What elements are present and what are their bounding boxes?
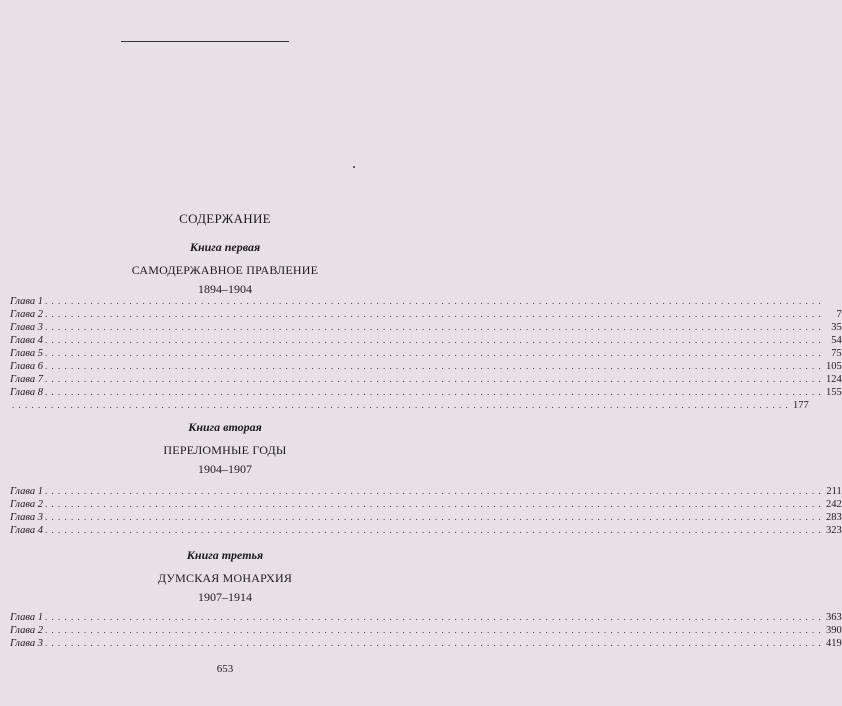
chapter-label: Глава 3 [10, 322, 43, 333]
chapter-label: Глава 1 [10, 486, 43, 497]
toc-entry [10, 624, 842, 637]
chapter-label: Глава 1 [10, 296, 43, 307]
book-years: 1904–1907 [198, 462, 252, 476]
dot-leader: . . . . . . . . . . . . . . . . . . . . . . . . . . . . . . . . . . . . . . . . . . . . . . . . . . . . . . . . . . . . . . . . . . . . . . . . . . . . . . . . . . . . . . . . . . . . . . . . . . . . . . . . . . . . . . . . . . . . . . . . [12, 400, 789, 410]
page-ref: 75 [831, 348, 842, 359]
toc-entry [10, 295, 822, 308]
top-rule [121, 41, 289, 42]
chapter-label: Глава 2 [10, 499, 43, 510]
book-2-chapters [10, 485, 842, 537]
toc-entry [10, 498, 842, 511]
page-ref: 105 [825, 361, 842, 372]
page-ref: 177 [793, 400, 809, 411]
toc-entry [10, 334, 842, 347]
chapter-label: Глава 5 [10, 348, 43, 359]
book-1-chapters [10, 295, 842, 412]
page-ref: 124 [825, 374, 842, 385]
toc-entry [10, 511, 842, 524]
toc-entry [10, 611, 842, 624]
page-ref: 323 [825, 525, 842, 536]
dot-leader: . . . . . . . . . . . . . . . . . . . . . . . . . . . . . . . . . . . . . . . . . . . . . . . . . . . . . . . . . . . . . . . . . . . . . . . . . . . . . . . . . . . . . . . . . . . . . . . . . . . . . . . . . . . . . . . . . . . . . . . . [44, 638, 822, 648]
page-ref: 283 [825, 512, 842, 523]
toc-entry [10, 399, 809, 412]
book-3-header [0, 548, 450, 605]
dot-leader: . . . . . . . . . . . . . . . . . . . . . . . . . . . . . . . . . . . . . . . . . . . . . . . . . . . . . . . . . . . . . . . . . . . . . . . . . . . . . . . . . . . . . . . . . . . . . . . . . . . . . . . . . . . . . . . . . . . . . . . . [44, 486, 822, 496]
dot-leader: . . . . . . . . . . . . . . . . . . . . . . . . . . . . . . . . . . . . . . . . . . . . . . . . . . . . . . . . . . . . . . . . . . . . . . . . . . . . . . . . . . . . . . . . . . . . . . . . . . . . . . . . . . . . . . . . . . . . . . . . [44, 374, 822, 384]
toc-entry [10, 373, 842, 386]
book-label: Книга третья [186, 548, 264, 562]
chapter-label: Глава 8 [10, 387, 43, 398]
chapter-label: Глава 2 [10, 625, 43, 636]
chapter-label: Глава 1 [10, 612, 43, 623]
chapter-label: Глава 3 [10, 512, 43, 523]
toc-entry [10, 485, 842, 498]
toc-entry [10, 360, 842, 373]
dot-leader: . . . . . . . . . . . . . . . . . . . . . . . . . . . . . . . . . . . . . . . . . . . . . . . . . . . . . . . . . . . . . . . . . . . . . . . . . . . . . . . . . . . . . . . . . . . . . . . . . . . . . . . . . . . . . . . . . . . . . . . . [44, 387, 822, 397]
chapter-label: Глава 4 [10, 335, 43, 346]
page-ref: 7 [836, 309, 842, 320]
book-3-chapters [10, 611, 842, 650]
chapter-label: Глава 2 [10, 309, 43, 320]
dot-leader: . . . . . . . . . . . . . . . . . . . . . . . . . . . . . . . . . . . . . . . . . . . . . . . . . . . . . . . . . . . . . . . . . . . . . . . . . . . . . . . . . . . . . . . . . . . . . . . . . . . . . . . . . . . . . . . . . . . . . . . . [44, 309, 822, 319]
book-title: САМОДЕРЖАВНОЕ ПРАВЛЕНИЕ [131, 263, 319, 277]
page-number: 653 [216, 663, 234, 675]
toc-entry [10, 321, 842, 334]
toc-entry [10, 386, 842, 399]
toc-entry [10, 524, 842, 537]
dot-leader: . . . . . . . . . . . . . . . . . . . . . . . . . . . . . . . . . . . . . . . . . . . . . . . . . . . . . . . . . . . . . . . . . . . . . . . . . . . . . . . . . . . . . . . . . . . . . . . . . . . . . . . . . . . . . . . . . . . . . . . . [44, 525, 822, 535]
page-ref: 211 [826, 486, 842, 497]
book-years: 1894–1904 [198, 282, 252, 296]
chapter-label: Глава 6 [10, 361, 43, 372]
book-label: Книга первая [189, 240, 261, 254]
book-2-header [0, 420, 450, 477]
page-ref: 155 [825, 387, 842, 398]
dot-leader: . . . . . . . . . . . . . . . . . . . . . . . . . . . . . . . . . . . . . . . . . . . . . . . . . . . . . . . . . . . . . . . . . . . . . . . . . . . . . . . . . . . . . . . . . . . . . . . . . . . . . . . . . . . . . . . . . . . . . . . . [44, 335, 822, 345]
page-ref: 390 [825, 625, 842, 636]
chapter-label: Глава 7 [10, 374, 43, 385]
page-ref: 419 [825, 638, 842, 649]
page-ref: 363 [825, 612, 842, 623]
toc-entry [10, 637, 842, 650]
book-years: 1907–1914 [198, 590, 252, 604]
book-1-header [0, 240, 450, 297]
book-label: Книга вторая [188, 420, 262, 434]
chapter-label: Глава 3 [10, 638, 43, 649]
toc-entry [10, 347, 842, 360]
dot-leader: . . . . . . . . . . . . . . . . . . . . . . . . . . . . . . . . . . . . . . . . . . . . . . . . . . . . . . . . . . . . . . . . . . . . . . . . . . . . . . . . . . . . . . . . . . . . . . . . . . . . . . . . . . . . . . . . . . . . . . . . [44, 625, 822, 635]
dot-leader: . . . . . . . . . . . . . . . . . . . . . . . . . . . . . . . . . . . . . . . . . . . . . . . . . . . . . . . . . . . . . . . . . . . . . . . . . . . . . . . . . . . . . . . . . . . . . . . . . . . . . . . . . . . . . . . . . . . . . . . . [44, 322, 822, 332]
dot-leader: . . . . . . . . . . . . . . . . . . . . . . . . . . . . . . . . . . . . . . . . . . . . . . . . . . . . . . . . . . . . . . . . . . . . . . . . . . . . . . . . . . . . . . . . . . . . . . . . . . . . . . . . . . . . . . . . . . . . . . . . [44, 296, 822, 306]
print-speck [353, 166, 355, 168]
dot-leader: . . . . . . . . . . . . . . . . . . . . . . . . . . . . . . . . . . . . . . . . . . . . . . . . . . . . . . . . . . . . . . . . . . . . . . . . . . . . . . . . . . . . . . . . . . . . . . . . . . . . . . . . . . . . . . . . . . . . . . . . [44, 499, 822, 509]
dot-leader: . . . . . . . . . . . . . . . . . . . . . . . . . . . . . . . . . . . . . . . . . . . . . . . . . . . . . . . . . . . . . . . . . . . . . . . . . . . . . . . . . . . . . . . . . . . . . . . . . . . . . . . . . . . . . . . . . . . . . . . . [44, 612, 822, 622]
toc-entry [10, 308, 842, 321]
dot-leader: . . . . . . . . . . . . . . . . . . . . . . . . . . . . . . . . . . . . . . . . . . . . . . . . . . . . . . . . . . . . . . . . . . . . . . . . . . . . . . . . . . . . . . . . . . . . . . . . . . . . . . . . . . . . . . . . . . . . . . . . [44, 512, 822, 522]
book-title: ПЕРЕЛОМНЫЕ ГОДЫ [163, 443, 287, 457]
page-ref: 35 [831, 322, 842, 333]
book-title: ДУМСКАЯ МОНАРХИЯ [157, 571, 293, 585]
dot-leader: . . . . . . . . . . . . . . . . . . . . . . . . . . . . . . . . . . . . . . . . . . . . . . . . . . . . . . . . . . . . . . . . . . . . . . . . . . . . . . . . . . . . . . . . . . . . . . . . . . . . . . . . . . . . . . . . . . . . . . . . [44, 348, 822, 358]
page-ref: 54 [831, 335, 842, 346]
chapter-label: Глава 4 [10, 525, 43, 536]
dot-leader: . . . . . . . . . . . . . . . . . . . . . . . . . . . . . . . . . . . . . . . . . . . . . . . . . . . . . . . . . . . . . . . . . . . . . . . . . . . . . . . . . . . . . . . . . . . . . . . . . . . . . . . . . . . . . . . . . . . . . . . . [44, 361, 822, 371]
toc-title: СОДЕРЖАНИЕ [179, 211, 271, 226]
page-ref: 242 [825, 499, 842, 510]
